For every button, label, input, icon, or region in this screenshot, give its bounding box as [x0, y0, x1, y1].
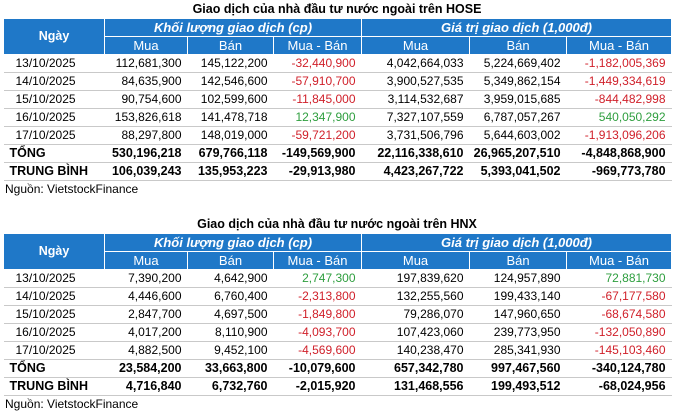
value-buy-cell: 197,839,620	[362, 270, 470, 288]
value-net-cell: -1,449,334,619	[567, 73, 672, 91]
value-net-cell: 72,881,730	[567, 270, 672, 288]
value-net-cell: -68,674,580	[567, 306, 672, 324]
table-row	[4, 73, 672, 91]
date-cell: 14/10/2025	[4, 73, 105, 91]
value-net-header: Mua - Bán	[567, 37, 672, 55]
value-net-cell: -132,050,890	[567, 324, 672, 342]
average-value-buy-cell: 4,423,267,722	[362, 163, 470, 181]
volume-buy-cell: 4,882,500	[105, 342, 188, 360]
volume-buy-header: Mua	[105, 252, 188, 270]
average-label: TRUNG BÌNH	[4, 163, 105, 181]
average-volume-buy-cell: 4,716,840	[105, 378, 188, 396]
volume-buy-cell: 88,297,800	[105, 127, 188, 145]
volume-sell-cell: 102,599,600	[188, 91, 274, 109]
value-sell-cell: 199,433,140	[470, 288, 567, 306]
volume-net-cell: -57,910,700	[274, 73, 362, 91]
value-net-cell: -1,182,005,369	[567, 55, 672, 73]
value-net-cell: -145,103,460	[567, 342, 672, 360]
average-volume-net-cell: -29,913,980	[274, 163, 362, 181]
average-volume-sell-cell: 135,953,223	[188, 163, 274, 181]
table-row	[4, 55, 672, 73]
average-volume-sell-cell: 6,732,760	[188, 378, 274, 396]
volume-net-cell: -59,721,200	[274, 127, 362, 145]
volume-buy-cell: 84,635,900	[105, 73, 188, 91]
volume-buy-cell: 4,017,200	[105, 324, 188, 342]
value-sell-cell: 124,957,890	[470, 270, 567, 288]
hnx-table	[3, 233, 672, 396]
average-row	[4, 378, 672, 396]
volume-sell-cell: 4,642,900	[188, 270, 274, 288]
date-column-header: Ngày	[4, 234, 105, 270]
volume-buy-cell: 90,754,600	[105, 91, 188, 109]
average-label: TRUNG BÌNH	[4, 378, 105, 396]
average-volume-buy-cell: 106,039,243	[105, 163, 188, 181]
volume-net-cell: 12,347,900	[274, 109, 362, 127]
value-sell-cell: 5,349,862,154	[470, 73, 567, 91]
date-cell: 16/10/2025	[4, 324, 105, 342]
source-note: Nguồn: VietstockFinance	[5, 397, 139, 411]
value-buy-cell: 79,286,070	[362, 306, 470, 324]
date-cell: 17/10/2025	[4, 127, 105, 145]
value-buy-cell: 3,900,527,535	[362, 73, 470, 91]
value-group-header: Giá trị giao dịch (1,000đ)	[362, 19, 672, 37]
value-buy-cell: 107,423,060	[362, 324, 470, 342]
volume-net-cell: -11,845,000	[274, 91, 362, 109]
source-note: Nguồn: VietstockFinance	[5, 182, 139, 196]
value-buy-cell: 4,042,664,033	[362, 55, 470, 73]
total-volume-buy-cell: 530,196,218	[105, 145, 188, 163]
value-buy-header: Mua	[362, 37, 470, 55]
volume-group-header: Khối lượng giao dịch (cp)	[105, 19, 362, 37]
value-sell-cell: 147,960,650	[470, 306, 567, 324]
hose-table	[3, 18, 672, 181]
table-row	[4, 91, 672, 109]
date-column-header: Ngày	[4, 19, 105, 55]
volume-sell-cell: 9,452,100	[188, 342, 274, 360]
date-cell: 15/10/2025	[4, 306, 105, 324]
volume-sell-cell: 4,697,500	[188, 306, 274, 324]
average-row	[4, 163, 672, 181]
date-cell: 13/10/2025	[4, 270, 105, 288]
average-value-net-cell: -68,024,956	[567, 378, 672, 396]
date-cell: 13/10/2025	[4, 55, 105, 73]
value-buy-cell: 132,255,560	[362, 288, 470, 306]
value-buy-cell: 7,327,107,559	[362, 109, 470, 127]
volume-sell-header: Bán	[188, 37, 274, 55]
volume-net-cell: -4,093,700	[274, 324, 362, 342]
volume-sell-cell: 145,122,200	[188, 55, 274, 73]
total-volume-sell-cell: 33,663,800	[188, 360, 274, 378]
volume-net-cell: 2,747,300	[274, 270, 362, 288]
value-net-header: Mua - Bán	[567, 252, 672, 270]
table-row	[4, 270, 672, 288]
volume-net-cell: -2,313,800	[274, 288, 362, 306]
date-cell: 14/10/2025	[4, 288, 105, 306]
table-row	[4, 288, 672, 306]
hose-section	[3, 0, 671, 197]
total-row	[4, 145, 672, 163]
value-buy-header: Mua	[362, 252, 470, 270]
value-sell-cell: 239,773,950	[470, 324, 567, 342]
volume-net-cell: -4,569,600	[274, 342, 362, 360]
hose-table-body	[4, 55, 672, 181]
average-value-net-cell: -969,773,780	[567, 163, 672, 181]
value-net-cell: -67,177,580	[567, 288, 672, 306]
volume-buy-cell: 2,847,700	[105, 306, 188, 324]
value-sell-header: Bán	[470, 252, 567, 270]
volume-net-cell: -32,440,900	[274, 55, 362, 73]
volume-group-header: Khối lượng giao dịch (cp)	[105, 234, 362, 252]
value-net-cell: 540,050,292	[567, 109, 672, 127]
value-sell-cell: 5,644,603,002	[470, 127, 567, 145]
hnx-section	[3, 215, 671, 412]
table-row	[4, 127, 672, 145]
total-value-sell-cell: 997,467,560	[470, 360, 567, 378]
average-value-buy-cell: 131,468,556	[362, 378, 470, 396]
volume-sell-cell: 6,760,400	[188, 288, 274, 306]
volume-sell-cell: 8,110,900	[188, 324, 274, 342]
table-row	[4, 324, 672, 342]
volume-sell-header: Bán	[188, 252, 274, 270]
hnx-table-title: Giao dịch của nhà đầu tư nước ngoài trên HNX	[197, 217, 477, 231]
table-row	[4, 109, 672, 127]
volume-buy-header: Mua	[105, 37, 188, 55]
average-volume-net-cell: -2,015,920	[274, 378, 362, 396]
total-value-net-cell: -4,848,868,900	[567, 145, 672, 163]
value-group-header: Giá trị giao dịch (1,000đ)	[362, 234, 672, 252]
volume-sell-cell: 141,478,718	[188, 109, 274, 127]
date-cell: 15/10/2025	[4, 91, 105, 109]
total-volume-net-cell: -10,079,600	[274, 360, 362, 378]
total-volume-buy-cell: 23,584,200	[105, 360, 188, 378]
value-buy-cell: 3,114,532,687	[362, 91, 470, 109]
volume-net-cell: -1,849,800	[274, 306, 362, 324]
volume-sell-cell: 148,019,000	[188, 127, 274, 145]
total-value-net-cell: -340,124,780	[567, 360, 672, 378]
total-value-buy-cell: 657,342,780	[362, 360, 470, 378]
table-row	[4, 342, 672, 360]
hnx-table-body	[4, 270, 672, 396]
average-value-sell-cell: 5,393,041,502	[470, 163, 567, 181]
value-buy-cell: 140,238,470	[362, 342, 470, 360]
hose-table-title: Giao dịch của nhà đầu tư nước ngoài trên HOSE	[192, 2, 482, 16]
volume-sell-cell: 142,546,600	[188, 73, 274, 91]
value-net-cell: -1,913,096,206	[567, 127, 672, 145]
total-value-sell-cell: 26,965,207,510	[470, 145, 567, 163]
volume-net-header: Mua - Bán	[274, 37, 362, 55]
date-cell: 17/10/2025	[4, 342, 105, 360]
value-sell-cell: 6,787,057,267	[470, 109, 567, 127]
volume-buy-cell: 4,446,600	[105, 288, 188, 306]
value-sell-cell: 285,341,930	[470, 342, 567, 360]
volume-buy-cell: 7,390,200	[105, 270, 188, 288]
total-row	[4, 360, 672, 378]
table-row	[4, 306, 672, 324]
total-volume-sell-cell: 679,766,118	[188, 145, 274, 163]
total-label: TỔNG	[4, 360, 105, 378]
average-value-sell-cell: 199,493,512	[470, 378, 567, 396]
value-buy-cell: 3,731,506,796	[362, 127, 470, 145]
total-label: TỔNG	[4, 145, 105, 163]
total-value-buy-cell: 22,116,338,610	[362, 145, 470, 163]
volume-net-header: Mua - Bán	[274, 252, 362, 270]
date-cell: 16/10/2025	[4, 109, 105, 127]
total-volume-net-cell: -149,569,900	[274, 145, 362, 163]
value-sell-cell: 3,959,015,685	[470, 91, 567, 109]
value-net-cell: -844,482,998	[567, 91, 672, 109]
value-sell-header: Bán	[470, 37, 567, 55]
value-sell-cell: 5,224,669,402	[470, 55, 567, 73]
volume-buy-cell: 112,681,300	[105, 55, 188, 73]
volume-buy-cell: 153,826,618	[105, 109, 188, 127]
